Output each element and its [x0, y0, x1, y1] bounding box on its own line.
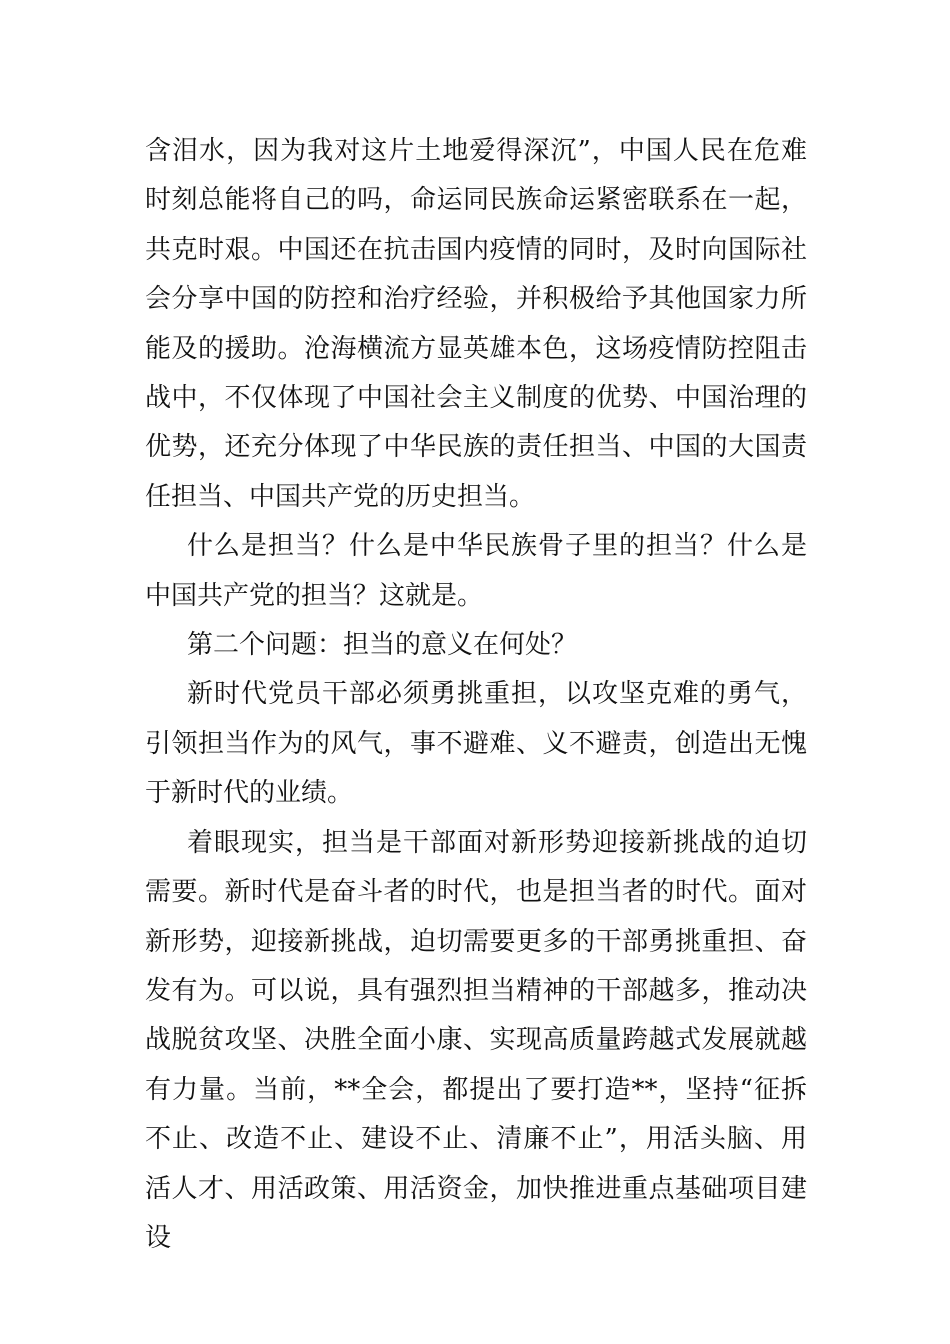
paragraph-new-era-cadres: 新时代党员干部必须勇挑重担，以攻坚克难的勇气，引领担当作为的风气，事不避难、义不避责，创造出无愧于新时代的业绩。: [145, 679, 807, 809]
paragraph-what-is-responsibility: 什么是担当？什么是中华民族骨子里的担当？什么是中国共产党的担当？这就是。: [145, 531, 807, 611]
document-body: [145, 127, 807, 1263]
paragraph-continuation: 含泪水，因为我对这片土地爱得深沉”，中国人民在危难时刻总能将自己的吗，命运同民族命运紧密联系在一起，共克时艰。中国还在抗击国内疫情的同时，及时向国际社会分享中国的防控和治疗经验，并积极给予其他国家力所能及的援助。沧海横流方显英雄本色，这场疫情防控阻击战中，不仅体现了中国社会主义制度的优势、中国治理的优势，还充分体现了中华民族的责任担当、中国的大国责任担当、中国共产党的历史担当。: [145, 136, 807, 512]
section-heading-second-question: 第二个问题：担当的意义在何处？: [187, 630, 578, 661]
paragraph-face-reality: 着眼现实，担当是干部面对新形势迎接新挑战的迫切需要。新时代是奋斗者的时代，也是担当者的时代。面对新形势，迎接新挑战，迫切需要更多的干部勇挑重担、奋发有为。可以说，具有强烈担当精神的干部越多，推动决战脱贫攻坚、决胜全面小康、实现高质量跨越式发展就越有力量。当前，**全会，都提出了要打造**，坚持“征拆不止、改造不止、建设不止、清廉不止”，用活头脑、用活人才、用活政策、用活资金，加快推进重点基础项目建设: [145, 827, 807, 1253]
